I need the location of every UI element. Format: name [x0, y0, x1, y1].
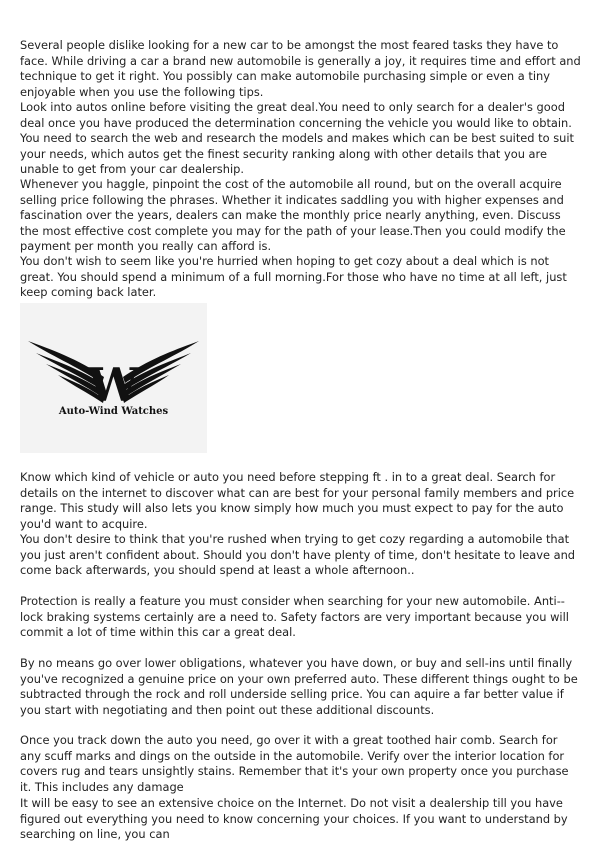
auto-wind-watches-logo [20, 303, 207, 453]
paragraph: Several people dislike looking for a new car to be amongst the most feared tasks they have to face. While driving a car a brand new automobile is generally a joy, it requires time and effort and technique to get it right. You possibly can make automobile purchasing simple or even a tiny enjoyable when you use the following tips. [20, 38, 581, 99]
paragraph: It will be easy to see an extensive choice on the Internet. Do not visit a dealership till you have figured out everything you need to know concerning your choices. If you want to understand by searching on line, you can [20, 796, 568, 841]
paragraph: You don't desire to think that you're rushed when trying to get cozy regarding a automobile that you just aren't confident about. Should you don't have plenty of time, don't hesitate to leave and come back afterwards, you should spend at least a whole afternoon.. [20, 532, 576, 577]
paragraph: Once you track down the auto you need, go over it with a great toothed hair comb. Search for any scuff marks and dings on the outside in the automobile. Verify over the interior location for covers rug and tears unsightly stains. Remember that it's your own property once you purchase it. This includes any damage [20, 733, 569, 794]
paragraph: You don't wish to seem like you're hurried when hoping to get cozy about a deal which is not great. You should spend a minimum of a full morning.For those who have no time at all left, just keep coming back later. [20, 254, 567, 299]
paragraph: By no means go over lower obligations, whatever you have down, or buy and sell-ins until finally you've recognized a genuine price on your own preferred auto. These different things ought to be subtracted through the rock and roll underside selling price. You can aquire a far better value if you start with negotiating and then point out these additional discounts. [20, 656, 578, 717]
winged-w-logo-graphic [20, 303, 207, 453]
logo-caption: Auto-Wind Watches [58, 406, 169, 417]
paragraph: Know which kind of vehicle or auto you need before stepping ft . in to a great deal. Search for details on the internet to discover what can are best for your personal family members and price range. This study will also lets you know simply how much you must expect to pay for the auto you'd want to acquire. [20, 470, 575, 531]
paragraph: Whenever you haggle, pinpoint the cost of the automobile all round, but on the overall acquire selling price following the phrases. Whether it indicates saddling you with higher expenses and fascination over the years, dealers can make the monthly price nearly anything, even. Discuss the most effective cost complete you may for the path of your lease.Then you could modify the payment per month you really can afford is. [20, 177, 566, 253]
logo-letter: W [87, 358, 140, 412]
paragraph: Look into autos online before visiting the great deal.You need to only search for a dealer's good deal once you have produced the determination concerning the vehicle you would like to obtain. You need to search the web and research the models and makes which can be best suited to suit your needs, which autos get the finest security ranking along with other details that you are unable to get from your car dealership. [20, 100, 574, 176]
paragraph: Protection is really a feature you must consider when searching for your new automobile. Anti--lock braking systems certainly are a need to. Safety factors are very important because you will commit a lot of time within this car a great deal. [20, 594, 569, 639]
